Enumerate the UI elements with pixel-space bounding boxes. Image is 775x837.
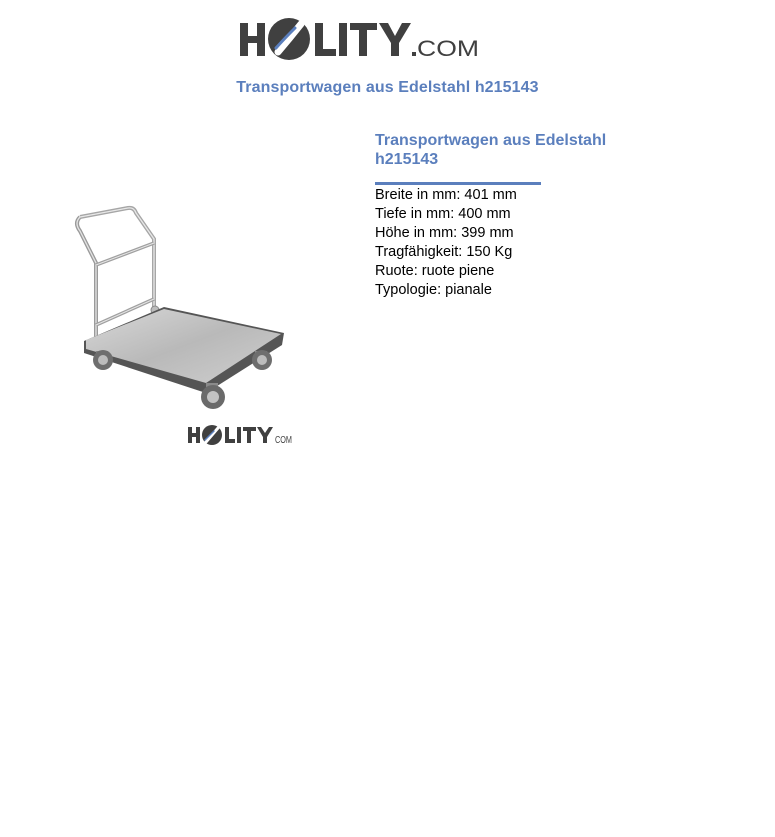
page-title: Transportwagen aus Edelstahl h215143 bbox=[236, 79, 539, 96]
spec-item: Breite in mm: 401 mm bbox=[375, 187, 517, 203]
svg-text:COM: COM bbox=[275, 435, 292, 446]
svg-text:COM: COM bbox=[417, 36, 479, 61]
product-image bbox=[66, 203, 288, 413]
title-divider bbox=[375, 182, 541, 185]
spec-list bbox=[375, 186, 675, 300]
product-image-logo bbox=[188, 423, 292, 447]
spec-item: Ruote: ruote piene bbox=[375, 263, 495, 279]
brand-logo bbox=[240, 12, 480, 66]
spec-item: Höhe in mm: 399 mm bbox=[375, 225, 514, 241]
brand-logo-graphic bbox=[240, 12, 480, 66]
spec-item: Tiefe in mm: 400 mm bbox=[375, 206, 511, 222]
product-title: Transportwagen aus Edelstahl h215143 bbox=[375, 132, 607, 168]
spec-item: Tragfähigkeit: 150 Kg bbox=[375, 244, 513, 260]
platform-trolley-image bbox=[66, 203, 288, 413]
spec-item: Typologie: pianale bbox=[375, 282, 492, 298]
product-info bbox=[375, 131, 675, 300]
brand-logo-small bbox=[188, 423, 292, 447]
